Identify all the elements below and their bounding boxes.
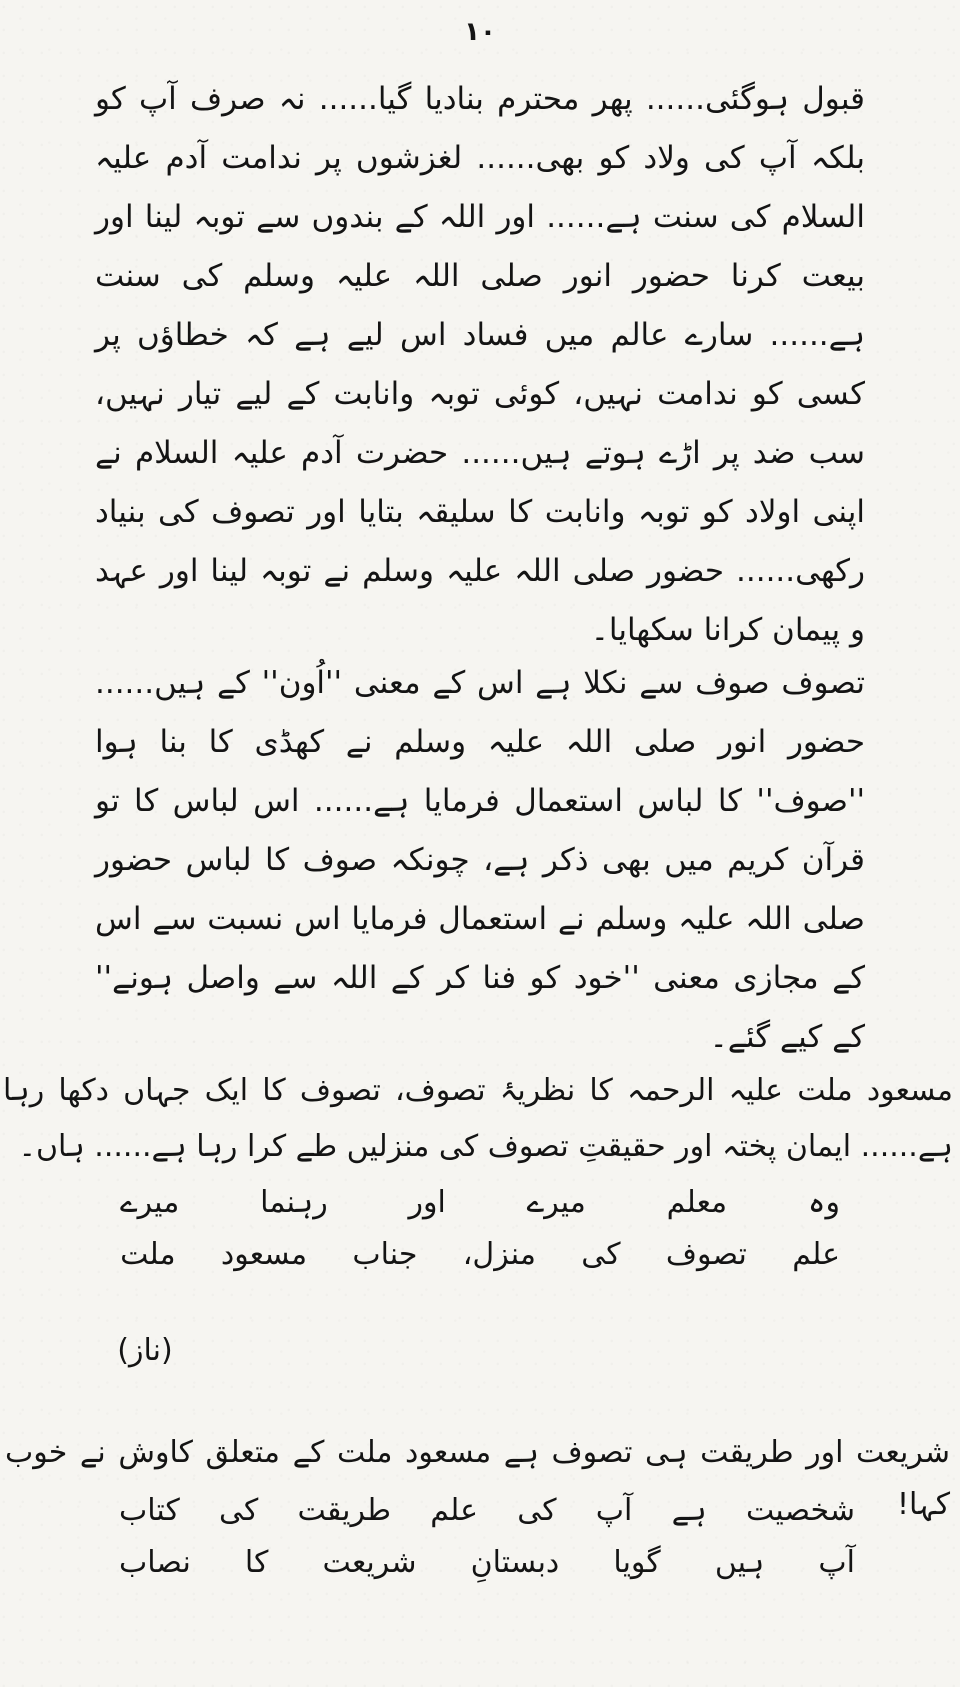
poem-word: نصاب <box>119 1545 191 1580</box>
poem-word: علم <box>430 1493 478 1528</box>
poem-word: ملت <box>120 1237 176 1272</box>
poem-word: ہیں <box>714 1545 765 1580</box>
poem-word: آپ <box>595 1493 633 1528</box>
poem-word: تصوف <box>665 1237 747 1272</box>
poem-word: کتاب <box>119 1493 180 1528</box>
poem-word: معلم <box>666 1185 728 1220</box>
paragraph-masood-millat: مسعود ملت علیہ الرحمہ کا نظریۂ تصوف، تصوف کا ایک جہاں دکھا رہا ہے...... ایمان پختہ اور حقیقتِ تصوف کی منزلیں طے کرا رہا ہے...... ہاں۔ <box>3 1073 953 1164</box>
paragraph-repentance: قبول ہوگئی...... پھر محترم بنادیا گیا...... نہ صرف آپ کو بلکہ آپ کی ولاد کو بھی...... لغزشوں پر ندامت آدم علیہ السلام کی سنت ہے...... اور اللہ کے بندوں سے توبہ لینا اور بیعت کرنا حضور انور صلی اللہ علیہ وسلم کی سنت ہے...... سارے عالم میں فساد اس لیے ہے کہ خطاؤں پر کسی کو ندامت نہیں، کوئی توبہ وانابت کے لیے تیار نہیں، سب ضد پر اڑے ہوتے ہیں...... حضرت آدم علیہ السلام نے اپنی اولاد کو توبہ وانابت کا سلیقہ بتایا اور تصوف کی بنیاد رکھی...... حضور صلی اللہ علیہ وسلم نے توبہ لینا اور عہد و پیمان کرانا سکھایا۔ <box>95 81 865 648</box>
poem-word: گویا <box>613 1545 661 1580</box>
poem-line <box>120 1177 840 1229</box>
poem-word: منزل، <box>462 1237 536 1272</box>
poem-word: اور <box>408 1185 446 1220</box>
poem-word: شریعت <box>322 1545 417 1580</box>
poem-couplet-kawish <box>119 1485 855 1589</box>
poem-word: کی <box>581 1237 621 1272</box>
poem-word: شخصیت <box>745 1493 855 1528</box>
poem-attribution: (ناز) <box>117 1333 173 1368</box>
poem-word: میرے <box>120 1185 180 1220</box>
poem-word: کا <box>244 1545 269 1580</box>
poem-word: طریقت <box>297 1493 391 1528</box>
poem-line <box>119 1485 855 1537</box>
poem-word: وہ <box>807 1185 840 1220</box>
poem-word: مسعود <box>220 1237 308 1272</box>
poem-word: کی <box>517 1493 557 1528</box>
poem-word: کی <box>219 1493 259 1528</box>
poem-word: علم <box>792 1237 840 1272</box>
poem-couplet-naaz <box>120 1177 840 1281</box>
page-number: ۱۰ <box>464 17 496 47</box>
poem-word: رہنما <box>260 1185 328 1220</box>
poem-word: ہے <box>671 1493 707 1528</box>
paragraph-shariat-tariqat: شریعت اور طریقت ہی تصوف ہے مسعود ملت کے متعلق کاوش نے خوب کہا! <box>5 1435 950 1522</box>
poem-word: جناب <box>352 1237 418 1272</box>
poem-word: آپ <box>818 1545 855 1580</box>
paragraph-tasawwuf-origin: تصوف صوف سے نکلا ہے اس کے معنی ''اُون'' کے ہیں...... حضور انور صلی اللہ علیہ وسلم نے کھڈی کا بنا ہوا ''صوف'' کا لباس استعمال فرمایا ہے...... اس لباس کا تو قرآن کریم میں بھی ذکر ہے، چونکہ صوف کا لباس حضور صلی اللہ علیہ وسلم نے استعمال فرمایا اس نسبت سے اس کے مجازی معنی ''خود کو فنا کر کے اللہ سے واصل ہونے'' کے کیے گئے۔ <box>95 665 865 1055</box>
poem-word: میرے <box>526 1185 586 1220</box>
poem-line <box>119 1537 855 1589</box>
poem-word: دبستانِ <box>470 1545 560 1580</box>
poem-line <box>120 1229 840 1281</box>
